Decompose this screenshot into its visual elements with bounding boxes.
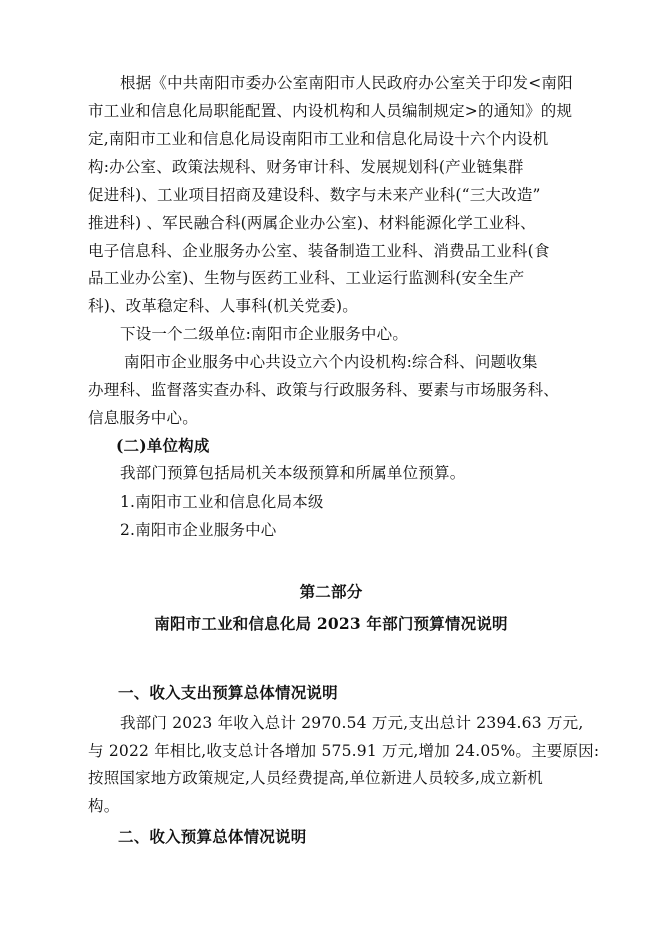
para1-line-3: 定,南阳市工业和信息化局设南阳市工业和信息化局设十六个内设机 <box>88 130 549 148</box>
subheading-unit-composition: (二)单位构成 <box>116 436 210 455</box>
para1-line-9: 科)、改革稳定科、人事科(机关党委)。 <box>88 297 358 315</box>
part2-para-line-3: 按照国家地方政策规定,人员经费提高,单位新进人员较多,成立新机 <box>88 769 543 787</box>
para1-line-5: 促进科)、工业项目招商及建设科、数字与未来产业科(“三大改造” <box>88 186 541 204</box>
part2-para-line-1: 我部门 2023 年收入总计 2970.54 万元,支出总计 2394.63 万元, <box>120 714 584 732</box>
para3-line-2: 办理科、监督落实查办科、政策与行政服务科、要素与市场服务科、 <box>88 381 560 399</box>
section-heading-2: 二、收入预算总体情况说明 <box>118 827 307 846</box>
list-item: 1.南阳市工业和信息化局本级 <box>120 493 324 511</box>
part-label: 第二部分 <box>299 582 363 601</box>
para1-line-7: 电子信息科、企业服务办公室、装备制造工业科、消费品工业科(食 <box>88 242 550 260</box>
para2-line: 下设一个二级单位:南阳市企业服务中心。 <box>120 325 409 343</box>
para1-line-4: 构:办公室、政策法规科、财务审计科、发展规划科(产业链集群 <box>88 158 524 176</box>
para1-line-8: 品工业办公室)、生物与医药工业科、工业运行监测科(安全生产 <box>88 269 525 287</box>
section-heading-1: 一、收入支出预算总体情况说明 <box>118 683 338 702</box>
list-item: 2.南阳市企业服务中心 <box>120 521 277 539</box>
para3-line-1: 南阳市企业服务中心共设立六个内设机构:综合科、问题收集 <box>124 353 538 371</box>
para3-line-3: 信息服务中心。 <box>88 409 198 427</box>
para4-line: 我部门预算包括局机关本级预算和所属单位预算。 <box>120 464 466 482</box>
part2-para-line-2: 与 2022 年相比,收支总计各增加 575.91 万元,增加 24.05%。主要原因: <box>88 742 600 760</box>
part2-para-line-4: 构。 <box>88 797 120 815</box>
para1-line-2: 市工业和信息化局职能配置、内设机构和人员编制规定>的通知》的规 <box>88 102 573 120</box>
para1-line-6: 推进科) 、军民融合科(两属企业办公室)、材料能源化学工业科、 <box>88 214 536 232</box>
page-title: 南阳市工业和信息化局 2023 年部门预算情况说明 <box>154 614 508 633</box>
para1-line-1: 根据《中共南阳市委办公室南阳市人民政府办公室关于印发<南阳 <box>120 74 573 92</box>
